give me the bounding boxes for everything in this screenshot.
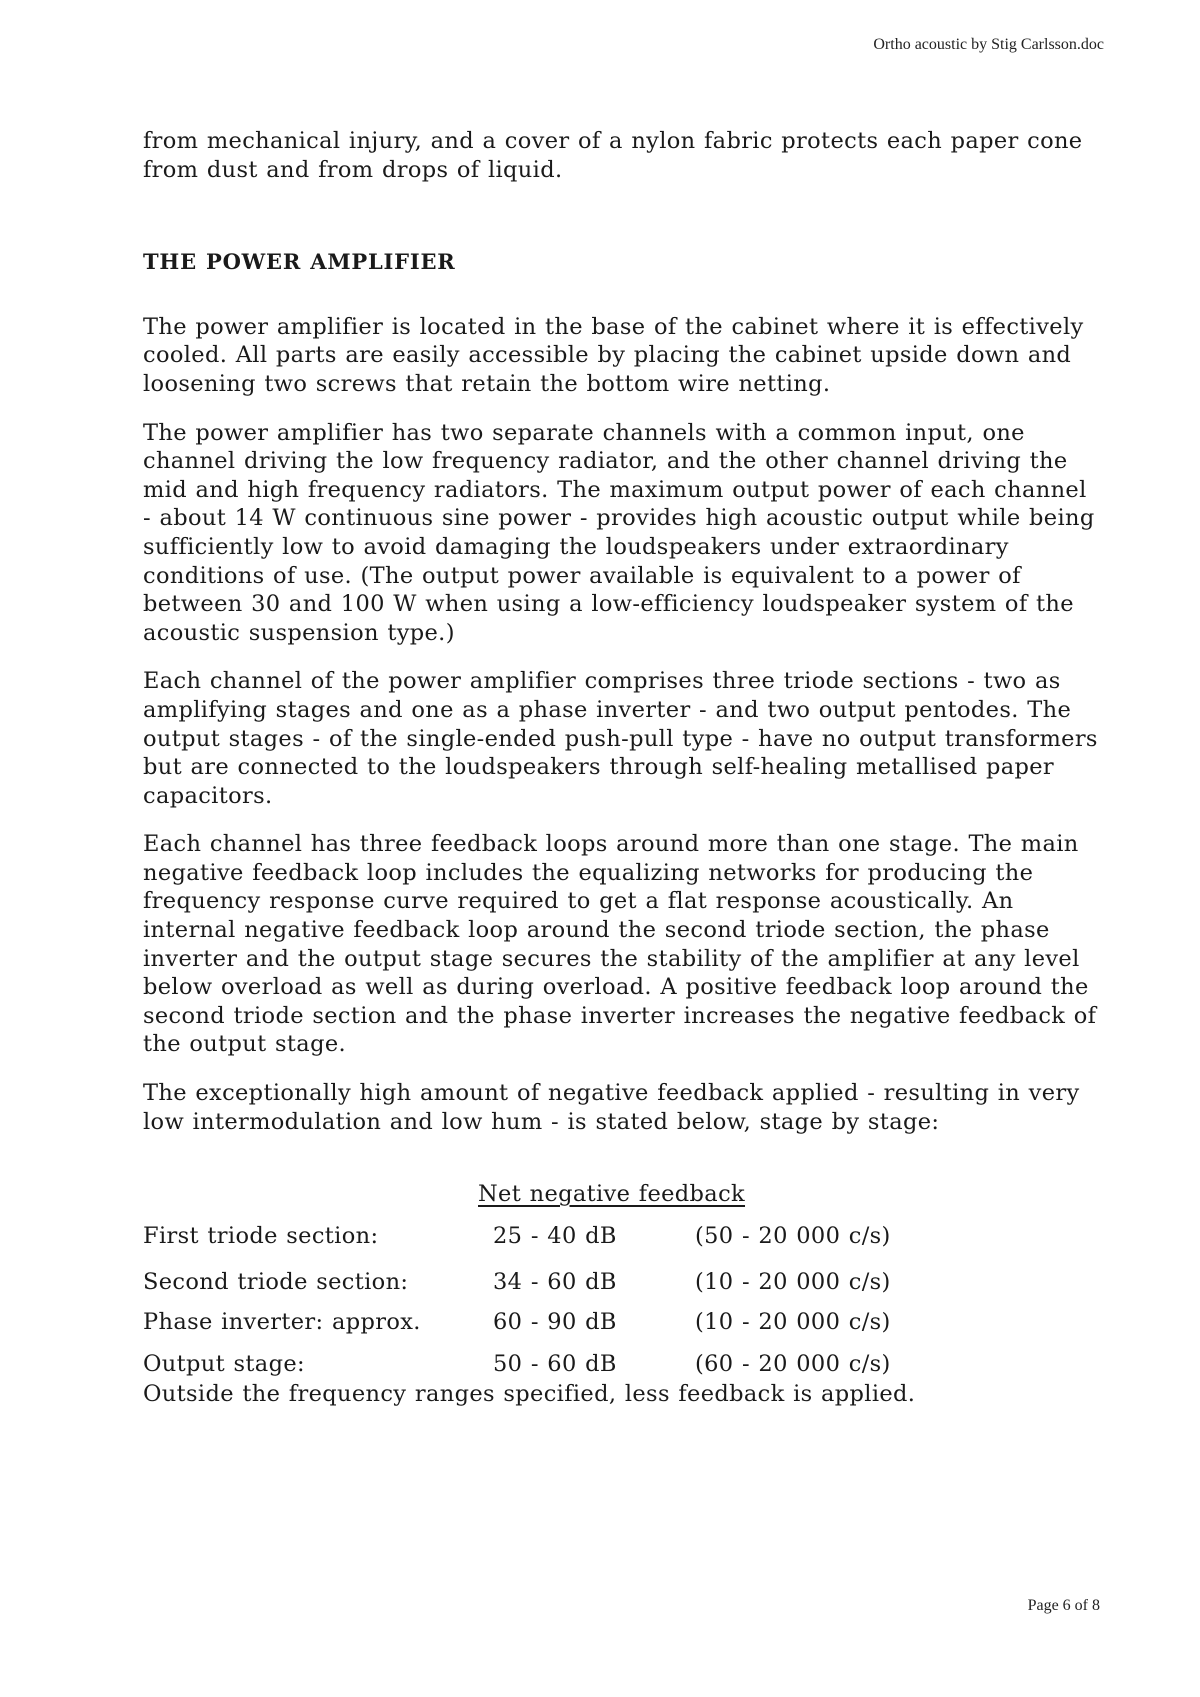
- paragraph-feedback-loops: Each channel has three feedback loops around more than one stage. The main negative feedback loop includes the equalizing networks for producing the frequency response curve required to get a flat response acoustically. An internal negative feedback loop around the second triode section, the phase inverter and the output stage secures the stability of the amplifier at any level below overload as well as during overload. A positive feedback loop around the second triode section and the phase inverter increases the negative feedback of the output stage.: [143, 831, 1097, 1058]
- stage-label: Second triode section:: [143, 1269, 409, 1296]
- stage-label: First triode section:: [143, 1223, 379, 1250]
- table-row: [143, 1350, 1043, 1380]
- table-row: [143, 1222, 1043, 1252]
- stage-label: Phase inverter: approx.: [143, 1309, 421, 1336]
- table-row: [143, 1308, 1043, 1338]
- feedback-value: 34 - 60 dB: [493, 1269, 617, 1296]
- intro-paragraph: from mechanical injury, and a cover of a nylon fabric protects each paper cone from dust and from drops of liquid.: [143, 128, 1083, 183]
- document-body: [143, 127, 1103, 1429]
- feedback-value: 50 - 60 dB: [493, 1351, 617, 1378]
- frequency-range: (50 - 20 000 c/s): [695, 1223, 891, 1250]
- stage-label: Output stage:: [143, 1351, 305, 1378]
- closing-paragraph: Outside the frequency ranges specified, less feedback is applied.: [143, 1381, 916, 1408]
- frequency-range: (60 - 20 000 c/s): [695, 1351, 891, 1378]
- feedback-value: 25 - 40 dB: [493, 1223, 617, 1250]
- frequency-range: (10 - 20 000 c/s): [695, 1309, 891, 1336]
- feedback-value: 60 - 90 dB: [493, 1309, 617, 1336]
- paragraph-location: The power amplifier is located in the base of the cabinet where it is effectively cooled. All parts are easily accessible by placing the cabinet upside down and loosening two screws that retain the bottom wire netting.: [143, 313, 1084, 397]
- paragraph-negative-feedback: The exceptionally high amount of negative feedback applied - resulting in very low intermodulation and low hum - is stated below, stage by stage:: [143, 1080, 1080, 1135]
- document-header: Ortho acoustic by Stig Carlsson.doc: [873, 36, 1104, 53]
- paragraph-channels: The power amplifier has two separate channels with a common input, one channel driving the low frequency radiator, and the other channel driving the mid and high frequency radiators. The maximum output power of each channel - about 14 W continuous sine power - provides high acoustic output while being sufficiently low to avoid damaging the loudspeakers under extraordinary conditions of use. (The output power available is equivalent to a power of between 30 and 100 W when using a low-efficiency loudspeaker system of the acoustic suspension type.): [143, 419, 1095, 646]
- paragraph-triode-sections: Each channel of the power amplifier comprises three triode sections - two as amplifying stages and one as a phase inverter - and two output pentodes. The output stages - of the single-ended push-pull type - have no output transformers but are connected to the loudspeakers through self-healing metallised paper capacitors.: [143, 668, 1098, 809]
- section-heading: THE POWER AMPLIFIER: [143, 249, 456, 275]
- frequency-range: (10 - 20 000 c/s): [695, 1269, 891, 1296]
- feedback-table-caption: Net negative feedback: [478, 1181, 746, 1208]
- table-row: [143, 1268, 1043, 1298]
- page-number: Page 6 of 8: [1027, 1597, 1100, 1614]
- feedback-table: [143, 1180, 1103, 1380]
